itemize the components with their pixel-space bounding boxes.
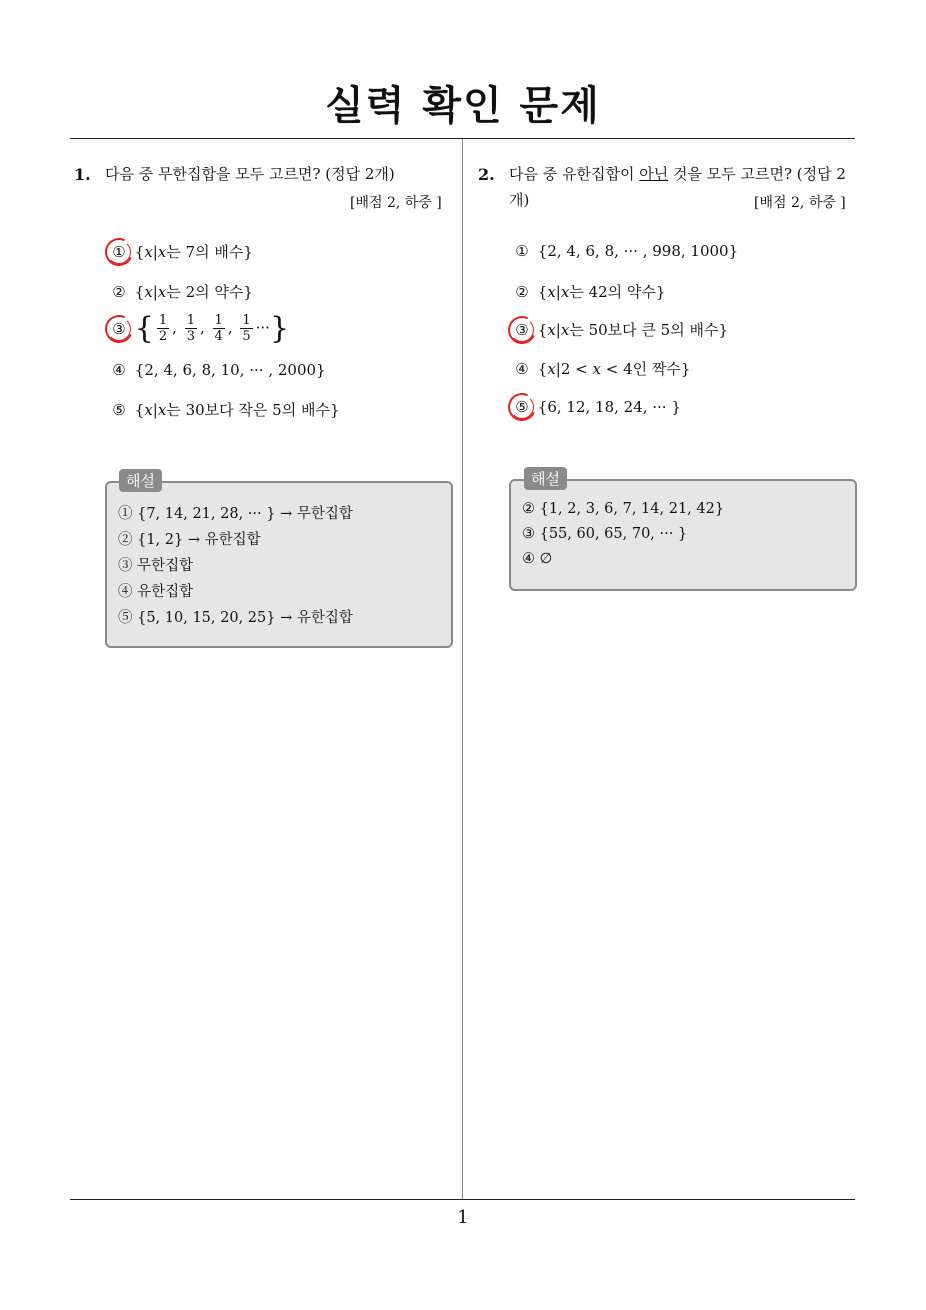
answer-circle-mark: ① [108, 243, 130, 261]
q2-choice-1[interactable]: ① {2, 4, 6, 8, ··· , 998, 1000} [511, 242, 738, 260]
fraction: $\frac{1}{2}$ [158, 313, 168, 344]
question-2-text: 다음 중 유한집합이 아닌 것을 모두 고르면? (정답 2 [509, 165, 846, 183]
choice-mark: ⑤ [112, 401, 126, 419]
question-1-score: [배점 2, 하중 ] [350, 195, 442, 211]
explanation-line: ① {7, 14, 21, 28, ··· } → 무한집합 [118, 506, 353, 522]
fraction: $\frac{1}{3}$ [186, 313, 195, 344]
answer-circle-mark: ③ [108, 320, 130, 338]
fraction: $\frac{1}{4}$ [214, 313, 223, 344]
explanation-line: ③ {55, 60, 65, 70, ··· } [522, 526, 688, 542]
choice-mark: ④ [515, 360, 529, 378]
question-2-score: [배점 2, 하중 ] [754, 195, 846, 211]
q1-choice-2[interactable]: ② {x|x는 2의 약수} [108, 281, 253, 302]
explanation-line: ⑤ {5, 10, 15, 20, 25} → 유한집합 [118, 610, 353, 626]
explanation-line: ③ 무한집합 [118, 558, 194, 574]
explanation-line: ④ ∅ [522, 551, 553, 567]
column-divider [462, 139, 463, 1199]
question-1-number: 1. [74, 165, 91, 184]
choice-mark: ① [515, 242, 529, 260]
page-number: 1 [457, 1207, 469, 1228]
q2-choice-3[interactable]: ③ {x|x는 50보다 큰 5의 배수} [511, 319, 728, 340]
choice-mark: ② [112, 283, 126, 301]
explanation-label: 해설 [119, 469, 162, 492]
explanation-line: ② {1, 2, 3, 6, 7, 14, 21, 42} [522, 501, 725, 517]
page-title: 실력 확인 문제 [325, 83, 601, 129]
q1-choice-1[interactable]: ① {x|x는 7의 배수} [108, 241, 253, 262]
q2-choice-4[interactable]: ④ {x|2 < x < 4인 짝수} [511, 358, 690, 379]
explanation-label: 해설 [524, 467, 567, 490]
question-1-text: 다음 중 무한집합을 모두 고르면? (정답 2개) [105, 165, 395, 183]
explanation-line: ④ 유한집합 [118, 584, 194, 600]
answer-circle-mark: ③ [511, 321, 533, 339]
question-2-text-line2: 개) [509, 191, 530, 209]
q1-choice-4[interactable]: ④ {2, 4, 6, 8, 10, ··· , 2000} [108, 361, 326, 379]
choice-mark: ② [515, 283, 529, 301]
q1-choice-5[interactable]: ⑤ {x|x는 30보다 작은 5의 배수} [108, 399, 340, 420]
q2-choice-2[interactable]: ② {x|x는 42의 약수} [511, 281, 665, 302]
q1-choice-3[interactable]: ③ { $\frac{1}{2}$ , $\frac{1}{3}$ , $\frac{1}{4}$ , $\frac{1}{5}$ ···} [108, 311, 289, 346]
answer-circle-mark: ⑤ [511, 398, 533, 416]
bottom-rule [70, 1199, 855, 1200]
choice-mark: ④ [112, 361, 126, 379]
q2-choice-5[interactable]: ⑤ {6, 12, 18, 24, ··· } [511, 398, 681, 416]
question-2-number: 2. [478, 165, 495, 184]
fraction: $\frac{1}{5}$ [242, 313, 251, 344]
explanation-line: ② {1, 2} → 유한집합 [118, 532, 261, 548]
